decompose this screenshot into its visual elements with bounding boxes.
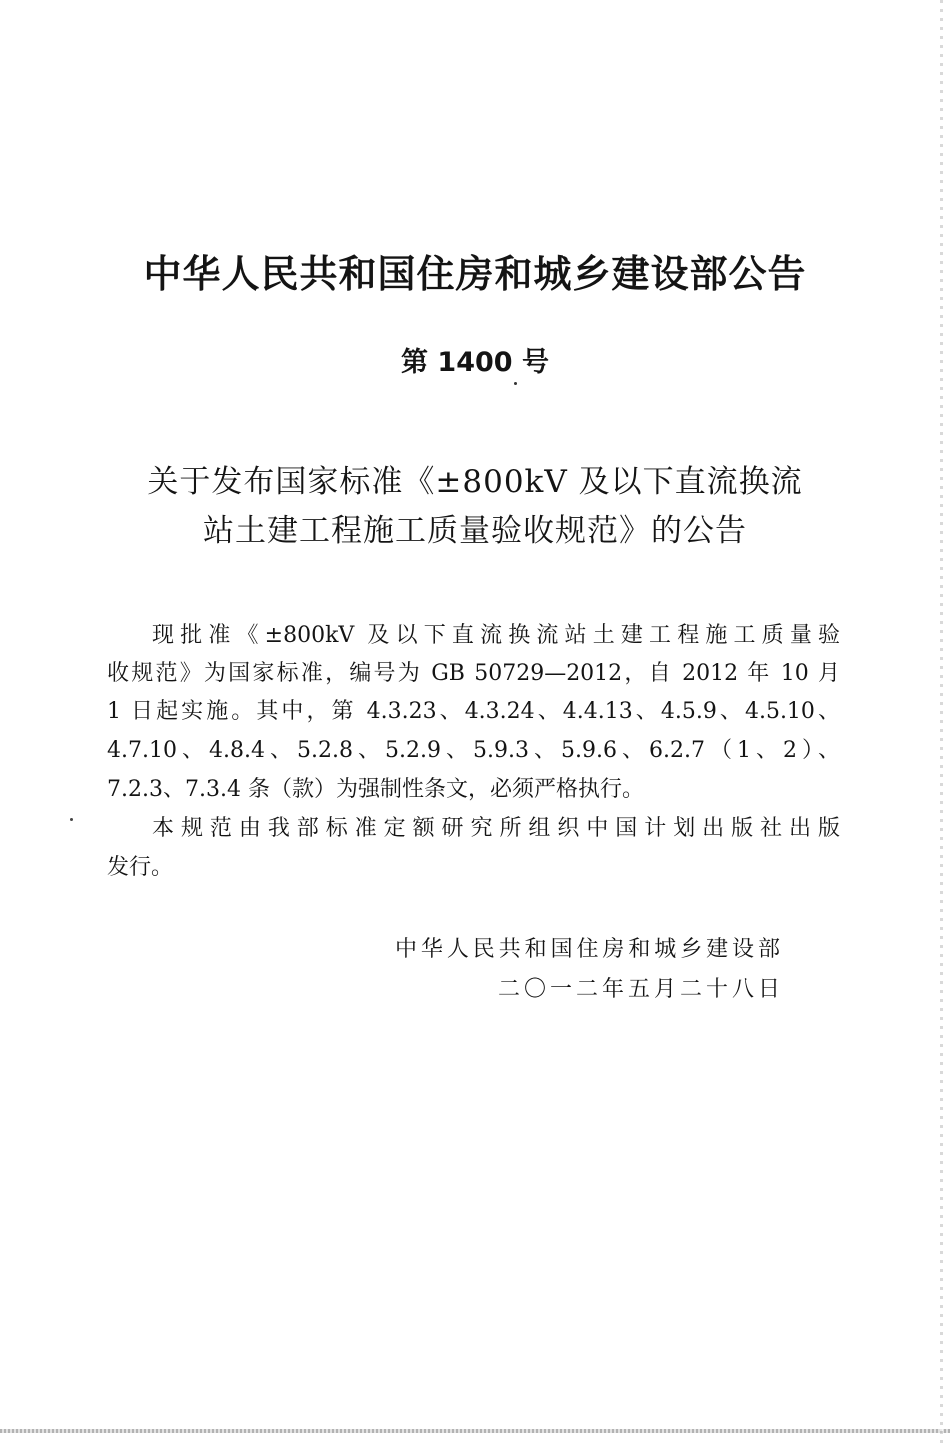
paragraph-2-line-1: 本规范由我部标准定额研究所组织中国计划出版社出版	[152, 816, 840, 841]
paragraph-1-line-2: 收规范》为国家标准，编号为 GB 50729—2012，自 2012 年 10 月	[107, 661, 840, 686]
paragraph-1-line-5: 7.2.3、7.3.4 条（款）为强制性条文，必须严格执行。	[107, 777, 644, 802]
document-title-line-2: 站土建工程施工质量验收规范》的公告	[203, 513, 747, 549]
scan-speck	[514, 382, 517, 385]
scan-speck	[70, 818, 73, 821]
paragraph-1-line-4: 4.7.10、4.8.4、5.2.8、5.2.9、5.9.3、5.9.6、6.2.7（1、2）、	[107, 738, 840, 763]
paragraph-1-line-3: 1 日起实施。其中，第 4.3.23、4.3.24、4.4.13、4.5.9、4.5.10、	[107, 699, 840, 724]
scan-right-edge	[940, 0, 943, 1444]
ministry-announcement-title: 中华人民共和国住房和城乡建设部公告	[143, 252, 807, 296]
paragraph-1-line-1: 现批准《±800kV 及以下直流换流站土建工程施工质量验	[152, 623, 840, 648]
announcement-number: 第 1400 号	[401, 347, 549, 378]
document-title-line-1: 关于发布国家标准《±800kV 及以下直流换流	[147, 464, 803, 500]
scan-bottom-edge	[0, 1429, 950, 1433]
signature-organization: 中华人民共和国住房和城乡建设部	[395, 937, 780, 962]
signature-date: 二〇一二年五月二十八日	[498, 977, 780, 1002]
paragraph-2-line-2: 发行。	[107, 855, 174, 880]
